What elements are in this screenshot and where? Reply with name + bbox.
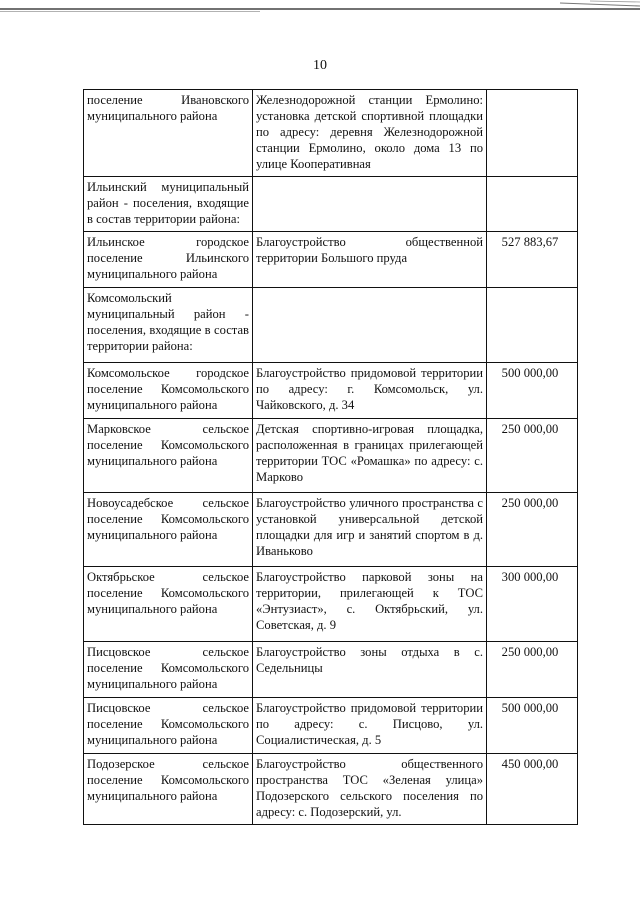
recipient-cell: поселение Ивановского муниципального района (84, 90, 253, 177)
purpose-cell (253, 177, 487, 232)
table-row (84, 698, 578, 754)
table-row (84, 177, 578, 232)
table-row (84, 754, 578, 825)
recipient-cell: Ильинский муниципальный район - поселения, входящие в состав территории района: (84, 177, 253, 232)
amount-cell: 250 000,00 (487, 493, 578, 567)
table-row (84, 567, 578, 642)
amount-cell: 527 883,67 (487, 232, 578, 288)
table-row (84, 642, 578, 698)
purpose-cell: Благоустройство зоны отдыха в с. Седельницы (253, 642, 487, 698)
amount-cell (487, 90, 578, 177)
scan-edge-marks (0, 0, 640, 14)
recipient-cell: Ильинское городское поселение Ильинского муниципального района (84, 232, 253, 288)
purpose-cell: Благоустройство парковой зоны на территории, прилегающей к ТОС «Энтузиаст», с. Октябрьский, ул. Советская, д. 9 (253, 567, 487, 642)
table-row (84, 363, 578, 419)
recipient-cell: Писцовское сельское поселение Комсомольского муниципального района (84, 642, 253, 698)
purpose-cell: Благоустройство придомовой территории по адресу: с. Писцово, ул. Социалистическая, д. 5 (253, 698, 487, 754)
purpose-cell: Железнодорожной станции Ермолино: установка детской спортивной площадки по адресу: деревня Железнодорожной станции Ермолино, около дома 13 по улице Кооперативная (253, 90, 487, 177)
amount-cell: 250 000,00 (487, 642, 578, 698)
recipient-cell: Комсомольский муниципальный район - поселения, входящие в состав территории района: (84, 288, 253, 363)
amount-cell (487, 288, 578, 363)
amount-cell: 300 000,00 (487, 567, 578, 642)
recipient-cell: Писцовское сельское поселение Комсомольского муниципального района (84, 698, 253, 754)
amount-cell: 450 000,00 (487, 754, 578, 825)
page-number: 10 (313, 58, 327, 73)
recipient-cell: Октябрьское сельское поселение Комсомольского муниципального района (84, 567, 253, 642)
table-row (84, 90, 578, 177)
table-row (84, 493, 578, 567)
amount-cell: 500 000,00 (487, 363, 578, 419)
amount-cell: 500 000,00 (487, 698, 578, 754)
recipient-cell: Новоусадебское сельское поселение Комсомольского муниципального района (84, 493, 253, 567)
purpose-cell: Благоустройство придомовой территории по адресу: г. Комсомольск, ул. Чайковского, д. 34 (253, 363, 487, 419)
recipient-cell: Подозерское сельское поселение Комсомольского муниципального района (84, 754, 253, 825)
purpose-cell: Детская спортивно-игровая площадка, расположенная в границах прилегающей территории ТОС «Ромашка» по адресу: с. Марково (253, 419, 487, 493)
allocation-table (83, 89, 578, 825)
table-row (84, 419, 578, 493)
purpose-cell: Благоустройство уличного пространства с установкой универсальной детской площадки для игр и занятий спортом в д. Иваньково (253, 493, 487, 567)
purpose-cell: Благоустройство общественного пространства ТОС «Зеленая улица» Подозерского сельского поселения по адресу: с. Подозерский, ул. (253, 754, 487, 825)
purpose-cell: Благоустройство общественной территории Большого пруда (253, 232, 487, 288)
table-row (84, 232, 578, 288)
recipient-cell: Комсомольское городское поселение Комсомольского муниципального района (84, 363, 253, 419)
recipient-cell: Марковское сельское поселение Комсомольского муниципального района (84, 419, 253, 493)
purpose-cell (253, 288, 487, 363)
table-row (84, 288, 578, 363)
amount-cell: 250 000,00 (487, 419, 578, 493)
amount-cell (487, 177, 578, 232)
